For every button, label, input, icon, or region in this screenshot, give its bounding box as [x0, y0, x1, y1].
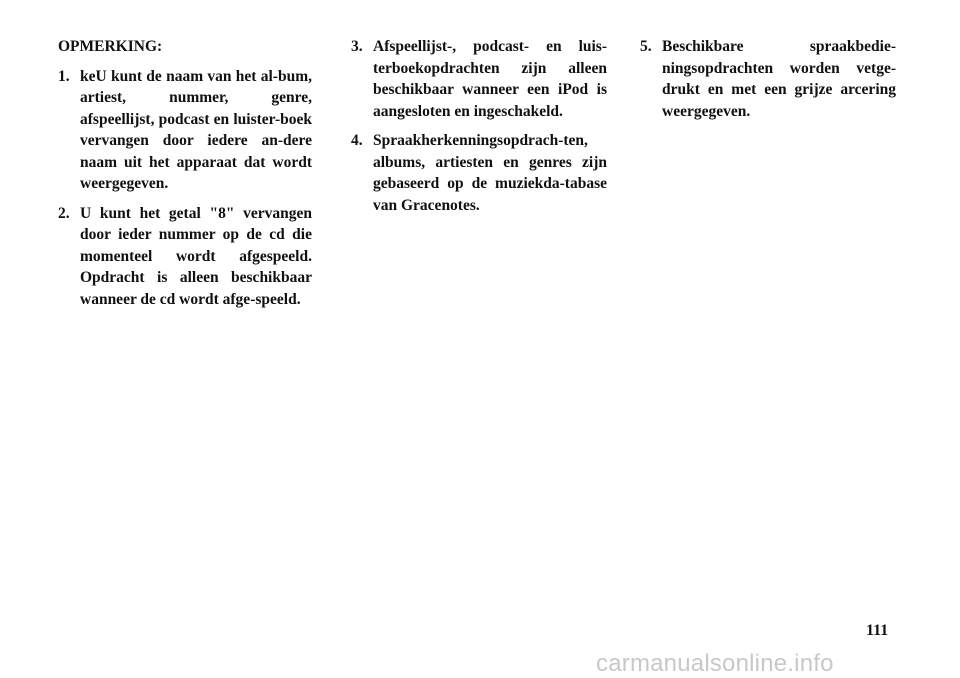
note-item-text: U kunt het getal "8" vervangen door ieder nummer op de cd die momenteel wordt afgespeeld. Opdracht is alleen beschikbaar wanneer de cd wordt afge-speeld. — [80, 204, 312, 308]
note-heading: OPMERKING: — [58, 38, 163, 55]
note-item-number: 3. — [351, 38, 363, 55]
column-1 — [58, 36, 312, 318]
note-item-text: Beschikbare spraakbedie-ningsopdrachten worden vetge-drukt en met een grijze arcering weergegeven. — [662, 38, 896, 120]
page-number: 111 — [866, 622, 889, 639]
column-2 — [351, 36, 607, 224]
note-item-3 — [351, 36, 607, 122]
note-item-text: Afspeellijst-, podcast- en luis-terboekopdrachten zijn alleen beschikbaar wanneer een iPod is aangesloten en ingeschakeld. — [373, 38, 607, 120]
note-item-5 — [640, 36, 896, 122]
note-item-number: 1. — [58, 67, 70, 85]
note-item-1 — [58, 66, 312, 195]
note-item-text: Spraakherkenningsopdrach-ten, albums, artiesten en genres zijn gebaseerd op de muziekda-tabase van Gracenotes. — [373, 132, 607, 214]
column-3 — [640, 36, 896, 130]
note-item-number: 2. — [58, 204, 70, 222]
note-item-text: keU kunt de naam van het al-bum, artiest, nummer, genre, afspeellijst, podcast en luister-boek vervangen door iedere an-dere naam uit het apparaat dat wordt weergegeven. — [80, 67, 312, 192]
watermark-logo: carmanualsonline.info — [596, 650, 834, 677]
note-item-number: 5. — [640, 38, 652, 55]
note-item-number: 4. — [351, 132, 363, 149]
note-item-2 — [58, 203, 312, 311]
note-item-4 — [351, 130, 607, 216]
